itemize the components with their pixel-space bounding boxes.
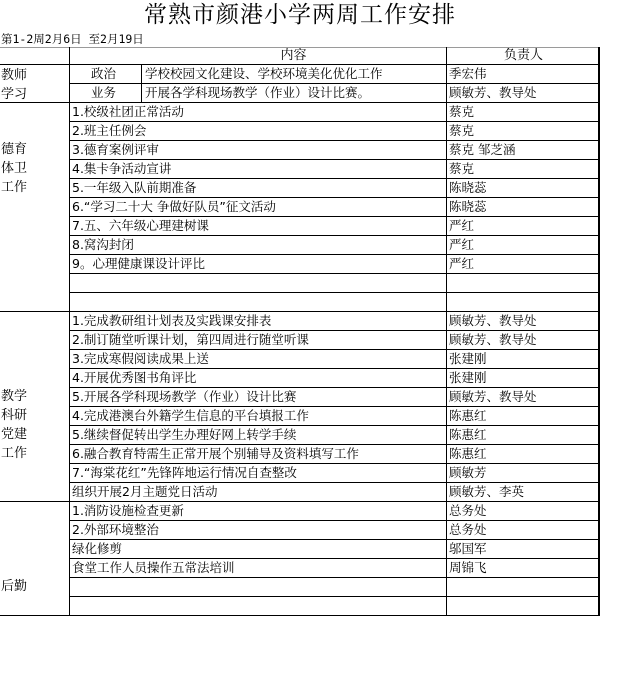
schedule-table [0,47,600,643]
task-owner: 蔡克 [449,161,475,176]
category-label: 工作 [1,180,28,195]
row-divider [0,615,600,616]
task-content: 3.完成寒假阅读成果上送 [72,351,209,366]
task-owner: 顾敏芳 [449,465,487,480]
row-divider [69,577,600,578]
sub-category-label: 业务 [91,85,117,100]
column-divider [598,47,600,615]
column-header-owner: 负责人 [503,48,543,63]
category-label: 科研 [1,408,28,423]
task-content: 2.外部环境整治 [72,522,159,537]
task-owner: 总务处 [449,522,487,537]
task-owner: 顾敏芳、教导处 [449,313,537,328]
task-owner: 顾敏芳、李英 [449,484,525,499]
task-content: 5.一年级入队前期准备 [72,180,197,195]
task-owner: 严红 [449,218,475,233]
category-label: 德育 [1,142,28,157]
row-divider [69,83,600,84]
task-owner: 陈惠红 [449,427,487,442]
row-divider [69,596,600,597]
task-content: 1.完成教研组计划表及实践课安排表 [72,313,272,328]
column-divider [446,47,447,615]
task-content: 4.集卡争活动宣讲 [72,161,172,176]
task-owner: 季宏伟 [449,66,487,81]
task-content: 8.窝沟封闭 [72,237,134,252]
row-divider [0,47,600,48]
page-title: 常熟市颜港小学两周工作安排 [144,2,456,28]
category-label: 学习 [1,87,28,102]
task-content: 食堂工作人员操作五常法培训 [72,560,235,575]
task-owner: 陈惠红 [449,408,487,423]
category-label: 后勤 [1,579,28,594]
category-label: 教学 [1,389,28,404]
task-content: 2.班主任例会 [72,123,147,138]
task-owner: 陈惠红 [449,446,487,461]
task-content: 1.消防设施检查更新 [72,503,184,518]
task-owner: 邬国军 [449,541,487,556]
column-divider [141,64,142,102]
column-header-content: 内容 [280,48,307,63]
task-owner: 张建刚 [449,351,487,366]
task-owner: 周锦飞 [449,560,487,575]
task-owner: 顾敏芳、教导处 [449,85,537,100]
task-owner: 蔡克 邹芝涵 [449,142,516,157]
date-range-label: 第1-2周2月6日 至2月19日 [1,32,144,46]
row-divider [69,292,600,293]
category-label: 教师 [1,68,28,83]
task-content: 4.完成港澳台外籍学生信息的平台填报工作 [72,408,309,423]
category-label: 体卫 [1,161,28,176]
task-content: 2.制订随堂听课计划，第四周进行随堂听课 [72,332,309,347]
task-content: 3.德育案例评审 [72,142,159,157]
task-content: 6.融合教育特需生正常开展个别辅导及资料填写工作 [72,446,359,461]
task-content: 学校校园文化建设、学校环境美化优化工作 [145,66,383,81]
sub-category-label: 政治 [91,66,117,81]
task-content: 1.校级社团正常活动 [72,104,184,119]
task-owner: 蔡克 [449,123,475,138]
task-owner: 顾敏芳、教导处 [449,332,537,347]
task-owner: 顾敏芳、教导处 [449,389,537,404]
task-owner: 陈晓蕊 [449,180,487,195]
task-owner: 总务处 [449,503,487,518]
row-divider [69,273,600,274]
task-owner: 严红 [449,256,475,271]
task-content: 开展各学科现场教学（作业）设计比赛。 [145,85,371,100]
task-content: 6.“学习二十大 争做好队员”征文活动 [72,199,276,214]
task-content: 7.“海棠花红”先锋阵地运行情况自查整改 [72,465,297,480]
category-label: 工作 [1,446,28,461]
task-owner: 严红 [449,237,475,252]
column-divider [69,47,70,615]
task-content: 9。心理健康课设计评比 [72,256,205,271]
task-content: 7.五、六年级心理建树课 [72,218,209,233]
task-content: 绿化修剪 [72,541,123,556]
task-owner: 张建刚 [449,370,487,385]
task-content: 5.继续督促转出学生办理好网上转学手续 [72,427,297,442]
task-content: 组织开展2月主题党日活动 [72,484,218,499]
task-owner: 蔡克 [449,104,475,119]
task-content: 5.开展各学科现场教学（作业）设计比赛 [72,389,297,404]
task-owner: 陈晓蕊 [449,199,487,214]
task-content: 4.开展优秀图书角评比 [72,370,197,385]
category-label: 党建 [1,427,28,442]
